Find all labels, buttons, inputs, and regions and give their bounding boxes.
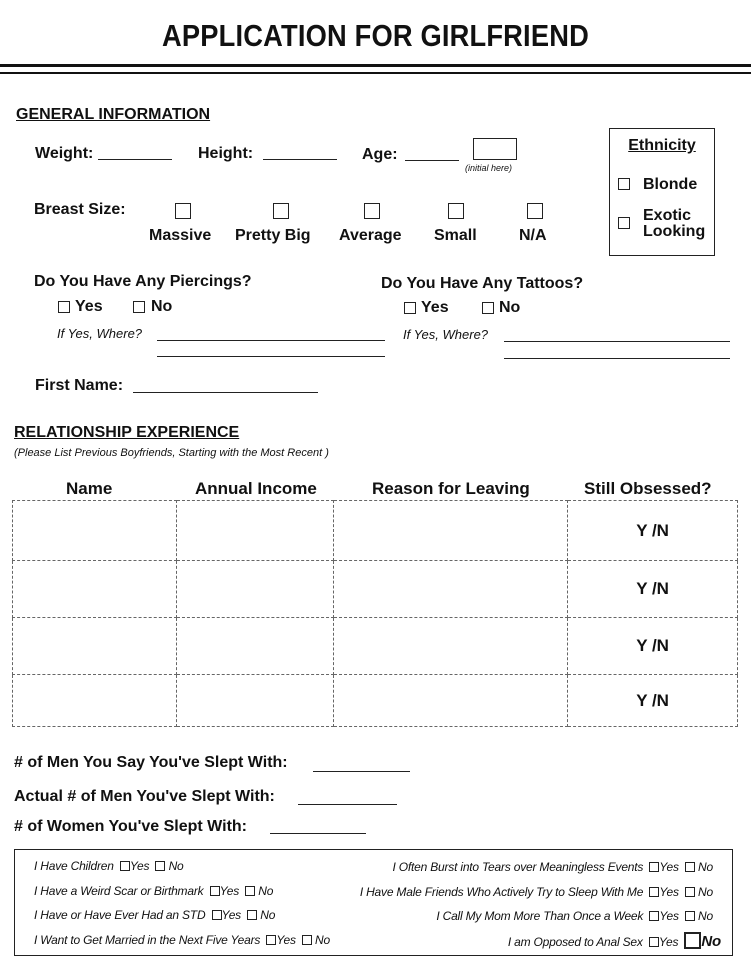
obsessed-cell[interactable]: Y /N	[568, 561, 738, 618]
tattoos-no-label: No	[499, 299, 521, 316]
opposed-no-label: No	[701, 933, 721, 950]
piercings-where-field-2[interactable]	[157, 356, 385, 357]
average-label: Average	[339, 227, 402, 244]
children-yes-label: Yes	[129, 859, 150, 873]
tears-no-checkbox[interactable]	[685, 862, 695, 872]
first-name-label: First Name:	[35, 377, 124, 394]
question-call-mom	[436, 909, 713, 923]
reason-cell[interactable]	[333, 501, 568, 561]
opposed-no-checkbox[interactable]	[684, 932, 701, 949]
question-scar	[34, 884, 273, 898]
income-cell[interactable]	[176, 618, 333, 675]
children-yes-checkbox[interactable]	[120, 861, 130, 871]
massive-checkbox[interactable]	[175, 203, 191, 219]
married-yes-label: Yes	[276, 933, 296, 947]
ethnicity-heading: Ethnicity	[628, 137, 696, 154]
obsessed-cell[interactable]: Y /N	[568, 501, 738, 561]
question-married-text: I Want to Get Married in the Next Five Years	[34, 933, 261, 947]
tears-yes-label: Yes	[659, 860, 679, 874]
page-title: APPLICATION FOR GIRLFRIEND	[162, 18, 589, 53]
say-slept-field[interactable]	[313, 771, 410, 772]
col-obsessed-header: Still Obsessed?	[584, 479, 712, 498]
ethnicity-box	[609, 128, 715, 256]
tattoos-question: Do You Have Any Tattoos?	[381, 275, 584, 292]
married-yes-checkbox[interactable]	[266, 935, 276, 945]
tears-yes-checkbox[interactable]	[649, 862, 659, 872]
piercings-yes-label: Yes	[75, 298, 103, 315]
piercings-yes-checkbox[interactable]	[58, 301, 70, 313]
blonde-checkbox[interactable]	[618, 178, 630, 190]
scar-yes-label: Yes	[219, 884, 239, 898]
reason-cell[interactable]	[333, 675, 568, 727]
children-no-checkbox[interactable]	[155, 861, 165, 871]
married-no-checkbox[interactable]	[302, 935, 312, 945]
question-married	[34, 933, 330, 947]
actual-slept-field[interactable]	[298, 804, 397, 805]
col-income-header: Annual Income	[195, 479, 317, 498]
say-slept-label: # of Men You Say You've Slept With:	[14, 754, 288, 771]
col-name-header: Name	[66, 479, 113, 498]
relationship-table	[12, 500, 738, 727]
na-label: N/A	[519, 227, 547, 244]
income-cell[interactable]	[176, 675, 333, 727]
initial-box[interactable]	[473, 138, 517, 160]
table-row	[13, 561, 738, 618]
tattoos-yes-checkbox[interactable]	[404, 302, 416, 314]
height-label: Height:	[198, 145, 254, 162]
weight-field[interactable]	[98, 159, 172, 160]
actual-slept-label: Actual # of Men You've Slept With:	[14, 788, 275, 805]
initial-here-note: (initial here)	[465, 163, 513, 173]
tattoos-where-field-2[interactable]	[504, 358, 730, 359]
children-no-label: No	[168, 859, 184, 873]
small-checkbox[interactable]	[448, 203, 464, 219]
std-no-label: No	[260, 908, 276, 922]
male-friends-no-checkbox[interactable]	[685, 887, 695, 897]
question-call-mom-text: I Call My Mom More Than Once a Week	[436, 909, 644, 923]
na-checkbox[interactable]	[527, 203, 543, 219]
opposed-yes-label: Yes	[658, 935, 679, 949]
question-std	[34, 908, 275, 922]
std-no-checkbox[interactable]	[247, 910, 257, 920]
relationship-subheading: (Please List Previous Boyfriends, Starting with the Most Recent )	[14, 447, 329, 459]
name-cell[interactable]	[13, 561, 177, 618]
scar-no-label: No	[258, 884, 274, 898]
name-cell[interactable]	[13, 501, 177, 561]
age-label: Age:	[362, 146, 398, 163]
breast-size-label: Breast Size:	[34, 201, 126, 218]
piercings-question: Do You Have Any Piercings?	[34, 273, 252, 290]
question-opposed-text: I am Opposed to Anal Sex	[507, 935, 643, 949]
exotic-looking-checkbox[interactable]	[618, 217, 630, 229]
scar-no-checkbox[interactable]	[245, 886, 255, 896]
tattoos-no-checkbox[interactable]	[482, 302, 494, 314]
income-cell[interactable]	[176, 501, 333, 561]
pretty-big-checkbox[interactable]	[273, 203, 289, 219]
tears-no-label: No	[698, 860, 713, 874]
women-slept-field[interactable]	[270, 833, 366, 834]
first-name-field[interactable]	[133, 392, 318, 393]
col-reason-header: Reason for Leaving	[372, 479, 530, 498]
relationship-experience-heading: RELATIONSHIP EXPERIENCE	[14, 424, 240, 441]
male-friends-yes-label: Yes	[659, 885, 679, 899]
question-opposed	[508, 932, 721, 950]
table-row	[13, 675, 738, 727]
exotic-looking-label	[643, 208, 705, 240]
call-mom-no-label: No	[698, 909, 713, 923]
average-checkbox[interactable]	[364, 203, 380, 219]
piercings-where-field[interactable]	[157, 340, 385, 341]
age-field[interactable]	[405, 160, 459, 161]
male-friends-yes-checkbox[interactable]	[649, 887, 659, 897]
tattoos-where-label: If Yes, Where?	[403, 327, 489, 342]
weight-label: Weight:	[35, 145, 94, 162]
question-children-text: I Have Children	[34, 859, 114, 873]
obsessed-cell[interactable]: Y /N	[568, 618, 738, 675]
tattoos-where-field[interactable]	[504, 341, 730, 342]
pretty-big-label: Pretty Big	[235, 227, 311, 244]
opposed-yes-checkbox[interactable]	[649, 937, 659, 947]
massive-label: Massive	[149, 227, 212, 244]
general-information-heading: GENERAL INFORMATION	[16, 106, 211, 123]
question-children	[34, 859, 184, 873]
piercings-no-label: No	[151, 298, 173, 315]
call-mom-yes-label: Yes	[659, 909, 679, 923]
title-rule-bottom	[0, 72, 751, 74]
piercings-where-label: If Yes, Where?	[57, 326, 143, 341]
small-label: Small	[434, 227, 477, 244]
looking-word: Looking	[643, 223, 706, 240]
question-tears-text: I Often Burst into Tears over Meaningless Events	[392, 860, 644, 874]
std-yes-label: Yes	[221, 908, 241, 922]
question-male-friends-text: I Have Male Friends Who Actively Try to Sleep With Me	[359, 885, 644, 899]
male-friends-no-label: No	[698, 885, 713, 899]
question-scar-text: I Have a Weird Scar or Birthmark	[34, 884, 204, 898]
std-yes-checkbox[interactable]	[212, 910, 222, 920]
question-std-text: I Have or Have Ever Had an STD	[34, 908, 206, 922]
income-cell[interactable]	[176, 561, 333, 618]
exotic-word: Exotic	[643, 207, 692, 224]
height-field[interactable]	[263, 159, 337, 160]
name-cell[interactable]	[13, 675, 177, 727]
women-slept-label: # of Women You've Slept With:	[14, 818, 248, 835]
tattoos-yes-label: Yes	[421, 299, 449, 316]
married-no-label: No	[315, 933, 330, 947]
blonde-label: Blonde	[643, 176, 698, 193]
call-mom-no-checkbox[interactable]	[685, 911, 695, 921]
scar-yes-checkbox[interactable]	[210, 886, 220, 896]
name-cell[interactable]	[13, 618, 177, 675]
reason-cell[interactable]	[333, 561, 568, 618]
table-row	[13, 501, 738, 561]
question-tears	[392, 860, 713, 874]
reason-cell[interactable]	[333, 618, 568, 675]
title-rule-top	[0, 64, 751, 67]
table-row	[13, 618, 738, 675]
call-mom-yes-checkbox[interactable]	[649, 911, 659, 921]
piercings-no-checkbox[interactable]	[133, 301, 145, 313]
obsessed-cell[interactable]: Y /N	[568, 675, 738, 727]
question-male-friends	[360, 885, 713, 899]
